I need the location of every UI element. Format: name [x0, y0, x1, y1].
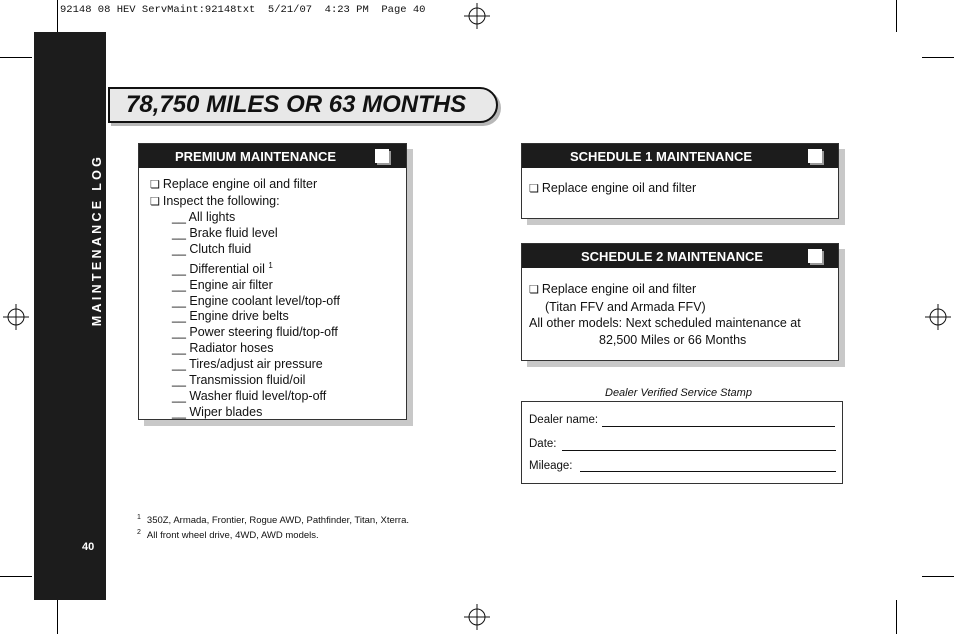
- schedule-2-title: SCHEDULE 2 MAINTENANCE: [581, 249, 764, 264]
- inspect-item: __ Radiator hoses: [172, 341, 274, 356]
- print-slug: 92148 08 HEV ServMaint:92148txt 5/21/07 4:23 PM Page 40: [60, 4, 426, 16]
- list-item: ❏ Replace engine oil and filter: [529, 282, 697, 296]
- dealer-stamp-box: [521, 401, 843, 484]
- footnote: $^2$ All front wheel drive, 4WD, AWD models.: [137, 529, 319, 541]
- crop-mark: [922, 57, 954, 58]
- list-item: ❏ Replace engine oil and filter: [150, 177, 318, 191]
- stamp-caption: Dealer Verified Service Stamp: [605, 387, 752, 399]
- checkbox-bullet-icon: ❏: [150, 196, 160, 208]
- schedule-2-list: [529, 281, 834, 348]
- premium-maintenance-header: [139, 144, 406, 168]
- inspect-item: __ Differential oil $^1$: [172, 260, 273, 276]
- crop-mark: [0, 576, 32, 577]
- inspect-item: __ Power steering fluid/top-off: [172, 325, 338, 340]
- list-item-note: (Titan FFV and Armada FFV): [545, 299, 706, 314]
- premium-maintenance-title: PREMIUM MAINTENANCE: [175, 149, 337, 164]
- registration-mark-icon: [3, 304, 29, 330]
- footnote-ref: 1: [268, 260, 273, 270]
- registration-mark-icon: [925, 304, 951, 330]
- registration-mark-icon: [464, 604, 490, 630]
- dealer-name-label: Dealer name:: [529, 414, 599, 426]
- schedule-1-list: [529, 180, 696, 197]
- inspect-item: __ Clutch fluid: [172, 241, 252, 256]
- schedule-2-box: [521, 243, 839, 361]
- crop-mark: [922, 576, 954, 577]
- inspect-item: __ All lights: [172, 210, 236, 224]
- schedule-1-box: [521, 143, 839, 219]
- inspect-item: __ Engine coolant level/top-off: [172, 293, 340, 308]
- checkbox-icon[interactable]: [808, 249, 822, 263]
- schedule-1-header: [522, 144, 838, 168]
- footnote: $^1$ 350Z, Armada, Frontier, Rogue AWD, Pathfinder, Titan, Xterra.: [137, 514, 409, 526]
- registration-mark-icon: [464, 3, 490, 29]
- date-field[interactable]: [562, 450, 836, 451]
- checkbox-icon[interactable]: [375, 149, 389, 163]
- checkbox-bullet-icon: ❏: [529, 284, 539, 296]
- inspect-item: __ Brake fluid level: [172, 225, 278, 240]
- crop-mark: [57, 0, 58, 32]
- list-item: ❏ Inspect the following:: [150, 194, 280, 208]
- schedule-2-next-service: 82,500 Miles or 66 Months: [599, 332, 747, 347]
- crop-mark: [896, 600, 897, 634]
- schedule-1-title: SCHEDULE 1 MAINTENANCE: [570, 149, 753, 164]
- inspect-item: __ Washer fluid level/top-off: [172, 388, 327, 403]
- inspect-item: __ Engine drive belts: [172, 309, 289, 324]
- crop-mark: [0, 57, 32, 58]
- crop-mark: [57, 600, 58, 634]
- inspect-item: __ Tires/adjust air pressure: [172, 357, 323, 372]
- schedule-2-header: [522, 244, 838, 268]
- checkbox-icon[interactable]: [808, 149, 822, 163]
- page-number: 40: [82, 541, 95, 553]
- inspect-item: __ Engine air filter: [172, 277, 273, 292]
- mileage-label: Mileage:: [529, 460, 573, 472]
- inspect-item: __ Wiper blades: [172, 404, 263, 419]
- schedule-2-other-models: All other models: Next scheduled maintenance at: [529, 316, 801, 330]
- premium-maintenance-box: [138, 143, 407, 420]
- sidebar-label: MAINTENANCE LOG: [90, 153, 104, 327]
- date-label: Date:: [529, 438, 557, 450]
- checkbox-bullet-icon: ❏: [150, 179, 160, 191]
- inspect-item: __ Transmission fluid/oil: [172, 373, 306, 388]
- dealer-name-field[interactable]: [602, 426, 835, 427]
- footnotes: [137, 511, 409, 543]
- list-item: ❏ Replace engine oil and filter: [529, 181, 697, 195]
- mileage-field[interactable]: [580, 471, 836, 472]
- page-title: 78,750 MILES OR 63 MONTHS: [126, 91, 467, 118]
- checkbox-bullet-icon: ❏: [529, 183, 539, 195]
- page-title-banner: [108, 87, 498, 123]
- crop-mark: [896, 0, 897, 32]
- premium-maintenance-list: [150, 176, 400, 421]
